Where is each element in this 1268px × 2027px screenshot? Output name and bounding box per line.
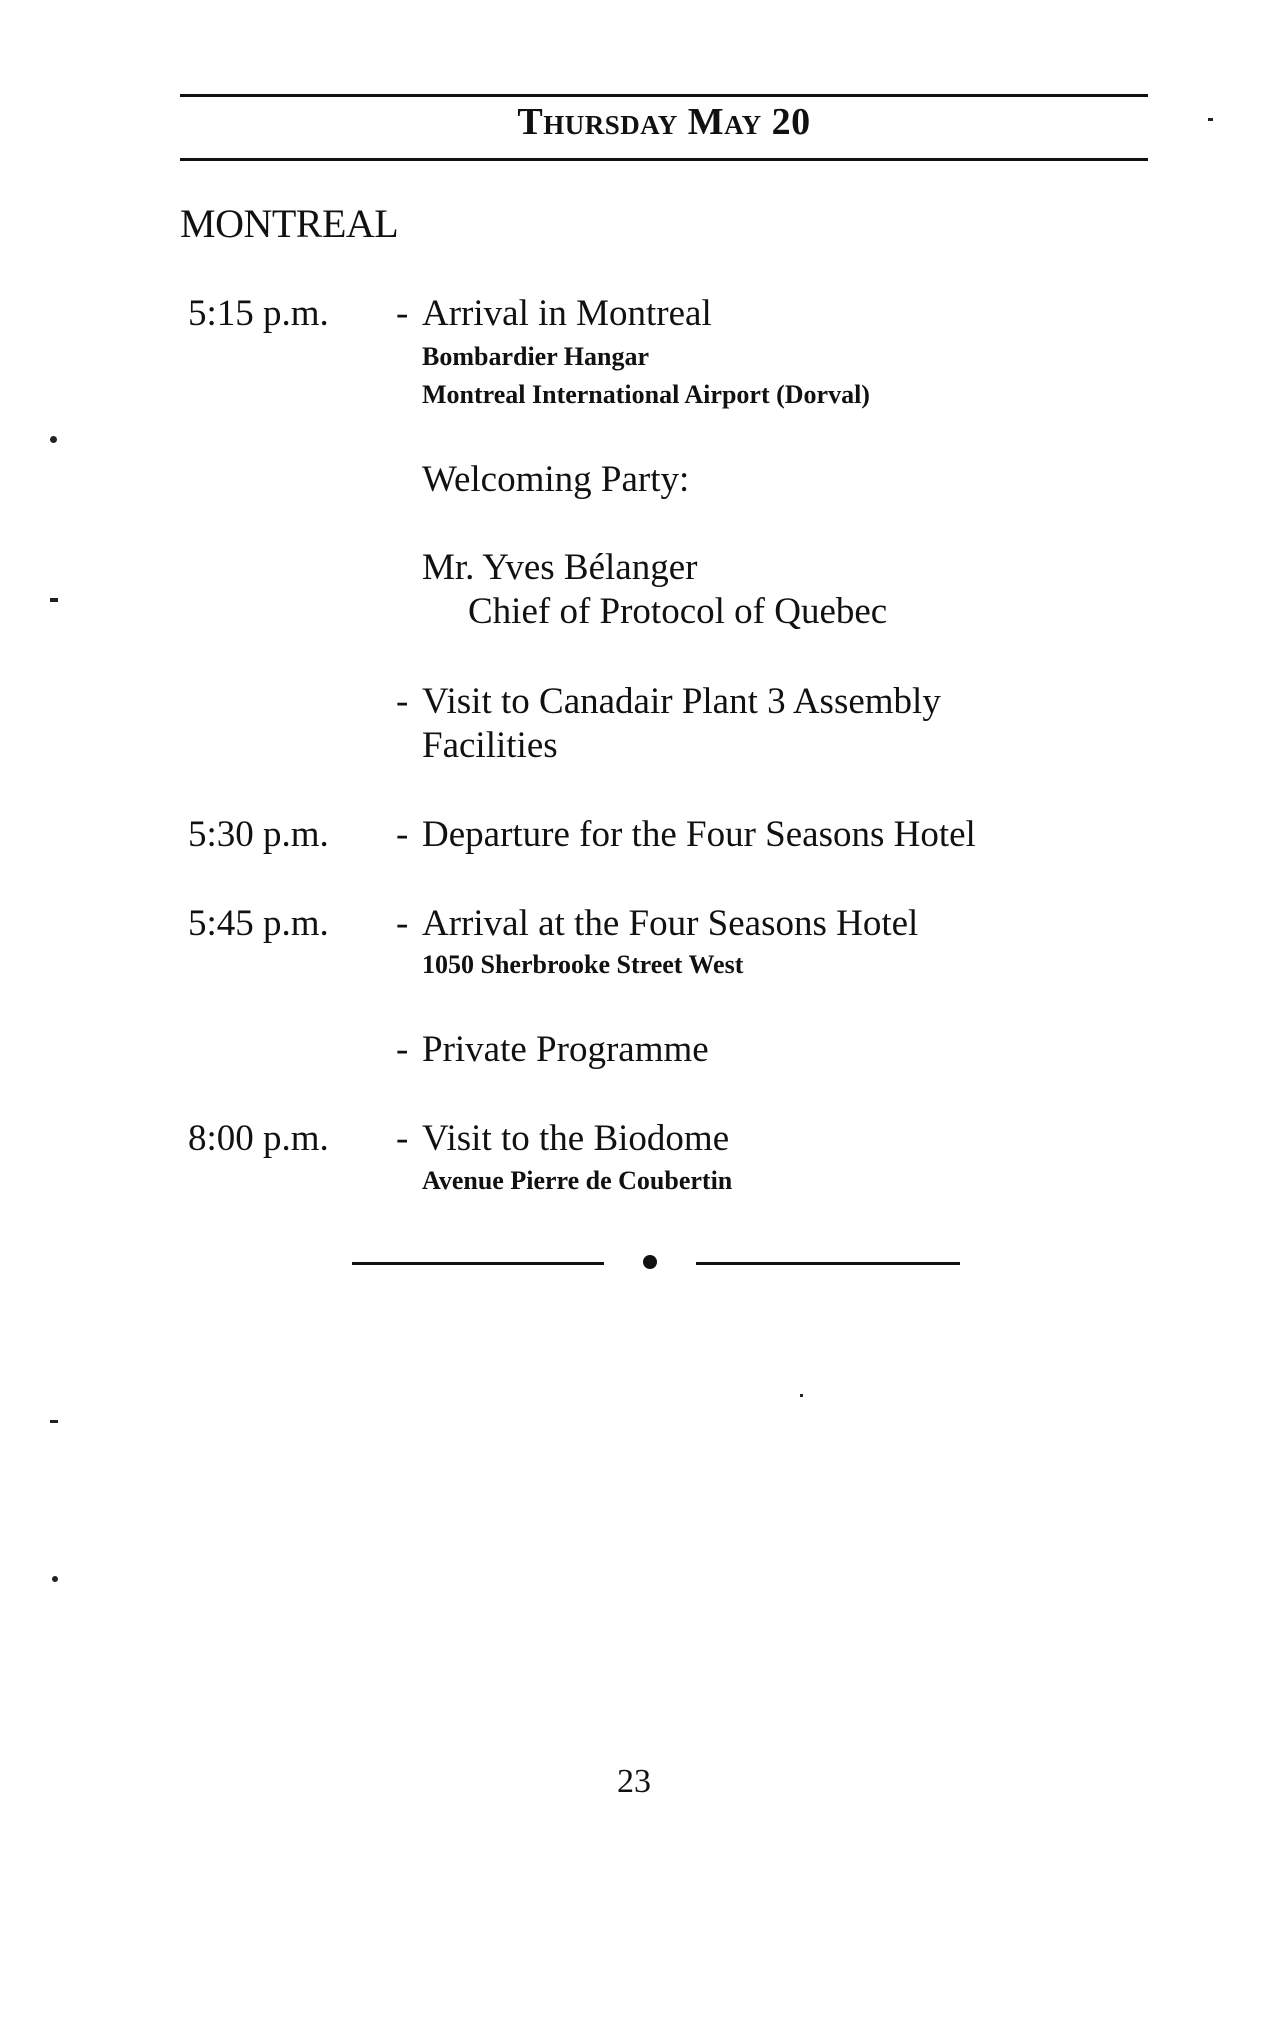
end-ornament-dot [643, 1255, 657, 1269]
welcoming-party-role: Chief of Protocol of Quebec [468, 591, 888, 632]
scan-speck [52, 1576, 58, 1582]
welcoming-party-name: Mr. Yves Bélanger [422, 547, 698, 588]
entry-title: Arrival in Montreal [422, 293, 712, 334]
page-number: 23 [617, 1763, 651, 1800]
entry-title: Private Programme [422, 1029, 709, 1070]
entry-detail: Montreal International Airport (Dorval) [422, 380, 870, 409]
entry-detail: Bombardier Hangar [422, 342, 650, 371]
entry-dash: - [396, 1029, 409, 1070]
scan-speck [1208, 118, 1213, 121]
city-heading: MONTREAL [180, 201, 399, 246]
entry-title: Departure for the Four Seasons Hotel [422, 814, 976, 855]
entry-time: 5:15 p.m. [188, 293, 329, 334]
day-title: Thursday May 20 [517, 101, 811, 143]
scan-speck [50, 598, 58, 602]
entry-time: 5:45 p.m. [188, 903, 329, 944]
end-ornament-rule-right [696, 1262, 960, 1265]
entry-title: Arrival at the Four Seasons Hotel [422, 903, 919, 944]
scan-speck [800, 1394, 803, 1397]
entry-detail: 1050 Sherbrooke Street West [422, 950, 744, 979]
scan-speck [50, 1420, 58, 1423]
header-rule-bottom [180, 158, 1148, 161]
scan-speck [50, 436, 57, 443]
entry-time: 8:00 p.m. [188, 1118, 329, 1159]
header-rule-top [180, 94, 1148, 97]
entry-dash: - [396, 681, 409, 722]
entry-dash: - [396, 903, 409, 944]
entry-time: 5:30 p.m. [188, 814, 329, 855]
entry-detail: Avenue Pierre de Coubertin [422, 1166, 733, 1195]
end-ornament-rule-left [352, 1262, 604, 1265]
entry-title-continued: Facilities [422, 725, 558, 766]
entry-dash: - [396, 293, 409, 334]
welcoming-party-label: Welcoming Party: [422, 459, 690, 500]
entry-title: Visit to Canadair Plant 3 Assembly [422, 681, 941, 722]
entry-dash: - [396, 1118, 409, 1159]
entry-title: Visit to the Biodome [422, 1118, 730, 1159]
entry-dash: - [396, 814, 409, 855]
